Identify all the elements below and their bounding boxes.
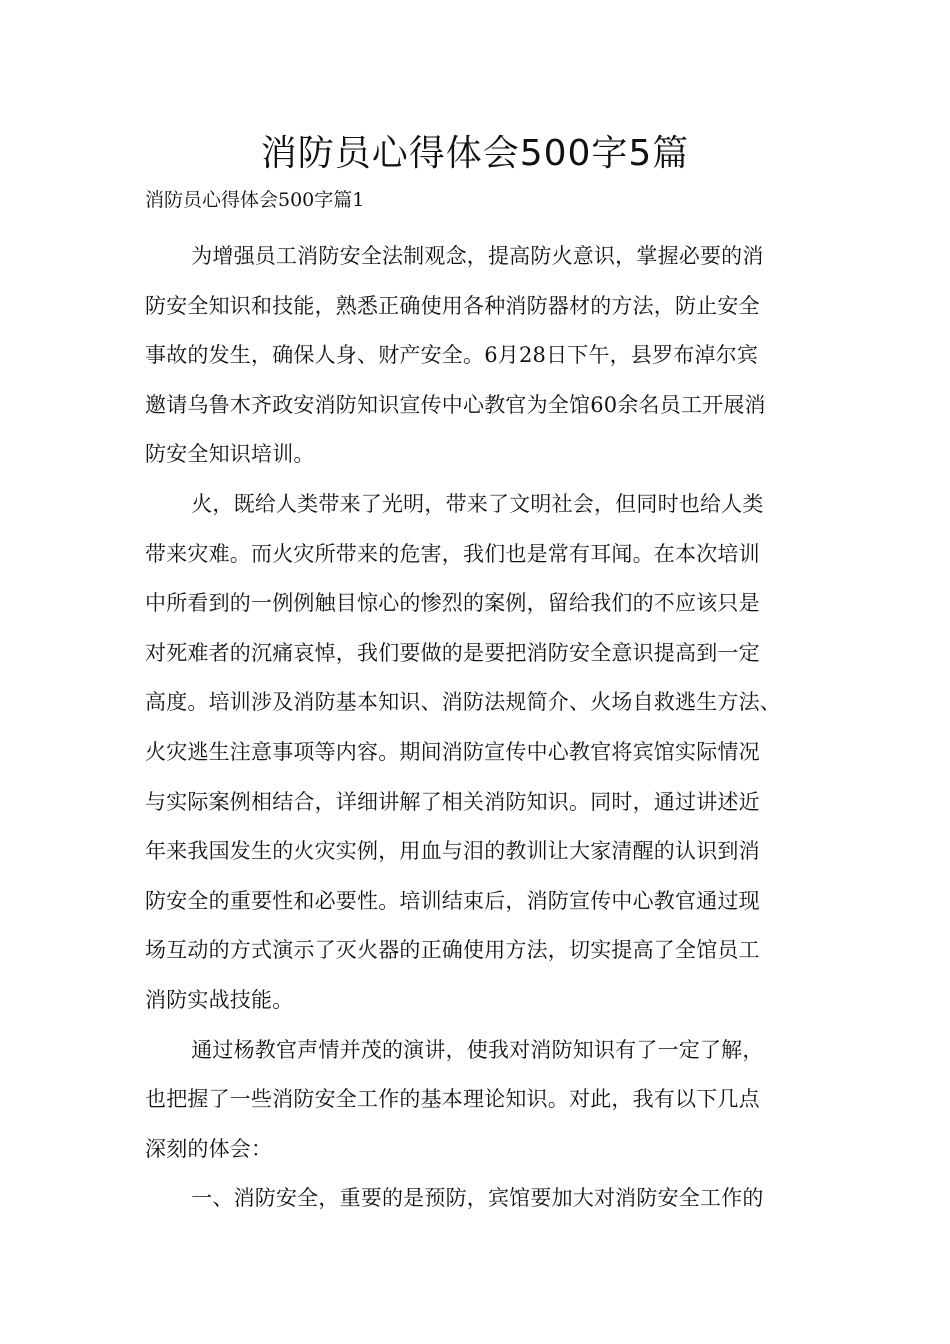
text-line: 与实际案例相结合，详细讲解了相关消防知识。同时，通过讲述近 bbox=[145, 789, 760, 814]
text-line: 消防实战技能。 bbox=[145, 987, 294, 1012]
text-line: 也把握了一些消防安全工作的基本理论知识。对此，我有以下几点 bbox=[145, 1087, 760, 1112]
text-line: 邀请乌鲁木齐政安消防知识宣传中心教官为全馆60余名员工开展消 bbox=[145, 392, 766, 417]
text-line: 火，既给人类带来了光明，带来了文明社会，但同时也给人类 bbox=[191, 491, 764, 516]
text-line: 为增强员工消防安全法制观念，提高防火意识，掌握必要的消 bbox=[191, 244, 764, 268]
text-line: 通过杨教官声情并茂的演讲，使我对消防知识有了一定了解， bbox=[191, 1037, 764, 1062]
text-line: 火灾逃生注意事项等内容。期间消防宣传中心教官将宾馆实际情况 bbox=[145, 739, 760, 764]
document-title: 消防员心得体会500字5篇 bbox=[260, 133, 690, 174]
paragraph-2 bbox=[145, 480, 825, 1026]
text-line: 带来灾难。而火灾所带来的危害，我们也是常有耳闻。在本次培训 bbox=[145, 541, 760, 566]
text-line: 一、消防安全，重要的是预防，宾馆要加大对消防安全工作的 bbox=[191, 1186, 764, 1211]
text-line: 防安全知识和技能，熟悉正确使用各种消防器材的方法，防止安全 bbox=[145, 293, 760, 318]
text-line: 深刻的体会： bbox=[145, 1136, 273, 1161]
text-line: 对死难者的沉痛哀悼，我们要做的是要把消防安全意识提高到一定 bbox=[145, 640, 760, 665]
section-heading: 消防员心得体会500字篇1 bbox=[145, 189, 365, 211]
paragraph-1 bbox=[145, 232, 825, 480]
text-line: 年来我国发生的火灾实例，用血与泪的教训让大家清醒的认识到消 bbox=[145, 839, 760, 864]
text-line: 场互动的方式演示了灭火器的正确使用方法，切实提高了全馆员工 bbox=[145, 938, 760, 963]
document-body bbox=[145, 232, 825, 1224]
text-line: 高度。培训涉及消防基本知识、消防法规简介、火场自救逃生方法、 bbox=[145, 690, 781, 715]
text-line: 防安全的重要性和必要性。培训结束后，消防宣传中心教官通过现 bbox=[145, 888, 760, 913]
paragraph-4 bbox=[145, 1174, 825, 1224]
text-line: 防安全知识培训。 bbox=[145, 442, 315, 467]
paragraph-3 bbox=[145, 1026, 825, 1175]
text-line: 事故的发生，确保人身、财产安全。6月28日下午，县罗布淖尔宾 bbox=[145, 343, 759, 368]
text-line: 中所看到的一例例触目惊心的惨烈的案例，留给我们的不应该只是 bbox=[145, 591, 760, 616]
